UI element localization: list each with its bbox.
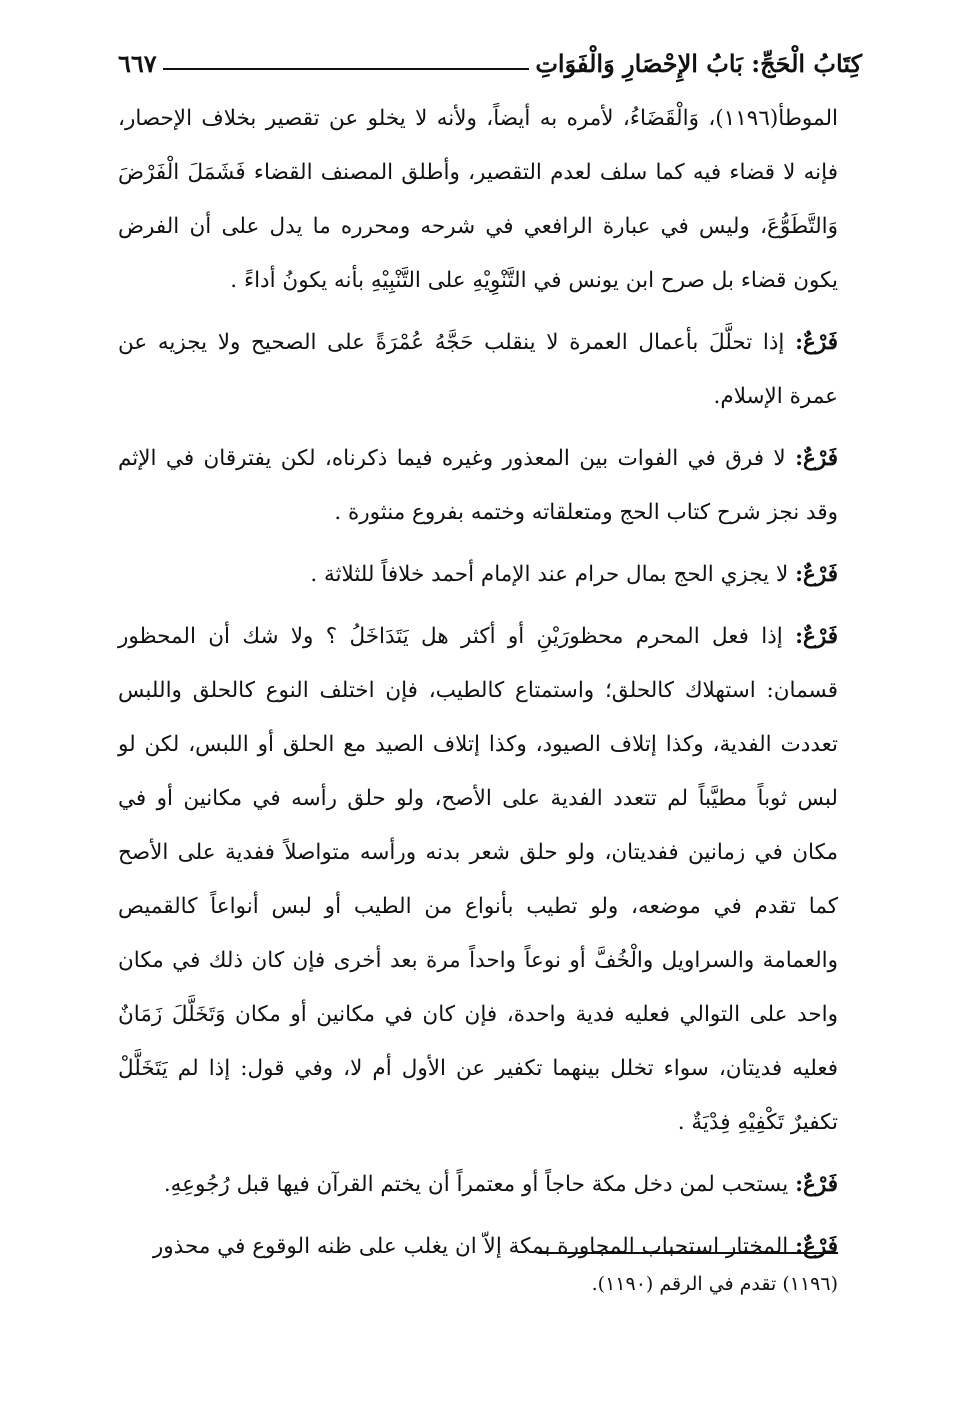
- paragraph-lead: فَرْعٌ:: [795, 446, 838, 471]
- paragraph: [118, 316, 838, 424]
- paragraph-lead: فَرْعٌ:: [795, 624, 838, 649]
- paragraph-text: لا يجزي الحج بمال حرام عند الإمام أحمد خلافاً للثلاثة .: [310, 562, 789, 587]
- footnote-rule: [538, 1252, 838, 1254]
- paragraph: [118, 92, 838, 308]
- running-title: كِتَابُ الْحَجِّ: بَابُ الإِحْصَارِ وَالْفَوَاتِ: [535, 49, 862, 78]
- paragraph-text: لا فرق في الفوات بين المعذور وغيره فيما ذكرناه، لكن يفترقان في الإثم وقد نجز شرح كتاب الحج ومتعلقاته وختمه بفروع منثورة .: [118, 446, 838, 525]
- paragraph-text: يستحب لمن دخل مكة حاجاً أو معتمراً أن يختم القرآن فيها قبل رُجُوعِهِ.: [163, 1172, 789, 1197]
- paragraph-text: المختار استحباب المجاورة بمكة إلاّ ان يغلب على ظنه الوقوع في محذور: [152, 1234, 789, 1259]
- paragraph-text: الموطأ(١١٩٦)، وَالْقَضَاءُ، لأمره به أيضاً، ولأنه لا يخلو عن تقصير بخلاف الإحصار، فإنه لا قضاء فيه كما سلف لعدم التقصير، وأطلق المصنف القضاء فَشَمَلَ الْفَرْضَ وَالتَّطَوُّعَ، وليس في عبارة الرافعي في شرحه ومحرره ما يدل على أن الفرض يكون قضاء بل صرح ابن يونس في التَّنْوِيْهِ على التَّنْبِيْهِ بأنه يكونُ أداءً .: [118, 106, 838, 293]
- paragraph: [118, 1220, 838, 1274]
- header-rule: [163, 68, 530, 70]
- paragraph-text: إذا فعل المحرم محظورَيْنِ أو أكثر هل يَتَدَاخَلُ ؟ ولا شك أن المحظور قسمان: استهلاك كالحلق؛ واستمتاع كالطيب، فإن اختلف النوع كالحلق واللبس تعددت الفدية، وكذا إتلاف الصيود، وكذا إتلاف الصيد مع الحلق أو اللبس، لكن لو لبس ثوباً مطيَّباً لم تتعدد الفدية على الأصح، ولو حلق رأسه في مكانين أو في مكان في زمانين ففديتان، ولو حلق شعر بدنه ورأسه متواصلاً ففدية على الأصح كما تقدم في موضعه، ولو تطيب بأنواع من الطيب أو لبس أنواعاً كالقميص والعمامة والسراويل والْخُفَّ أو نوعاً واحداً مرة بعد أخرى فإن كان ذلك في مكان واحد على التوالي فعليه فدية واحدة، فإن كان في مكانين أو مكان وَتَخَلَّلَ زَمَانٌ فعليه فديتان، سواء تخلل بينهما تكفير عن الأول أم لا، وفي قول: إذا لم يَتَخَلَّلْ تكفيرٌ تَكْفِيْهِ فِدْيَةٌ .: [118, 624, 838, 1135]
- footnote: (١١٩٦) تقدم في الرقم (١١٩٠).: [591, 1273, 838, 1295]
- page-number: ٦٦٧: [118, 49, 157, 78]
- page-header: [118, 30, 862, 76]
- paragraph: [118, 432, 838, 540]
- main-text: [118, 92, 838, 1274]
- paragraph: [118, 610, 838, 1150]
- paragraph-lead: فَرْعٌ:: [795, 1172, 838, 1197]
- paragraph-lead: فَرْعٌ:: [795, 562, 838, 587]
- paragraph: [118, 548, 838, 602]
- paragraph-lead: فَرْعٌ:: [795, 330, 838, 355]
- paragraph-text: إذا تحلَّلَ بأعمال العمرة لا ينقلب حَجَّهُ عُمْرَةً على الصحيح ولا يجزيه عن عمرة الإسلام.: [118, 330, 838, 409]
- paragraph: [118, 1158, 838, 1212]
- paragraph-lead: فَرْعٌ:: [795, 1234, 838, 1259]
